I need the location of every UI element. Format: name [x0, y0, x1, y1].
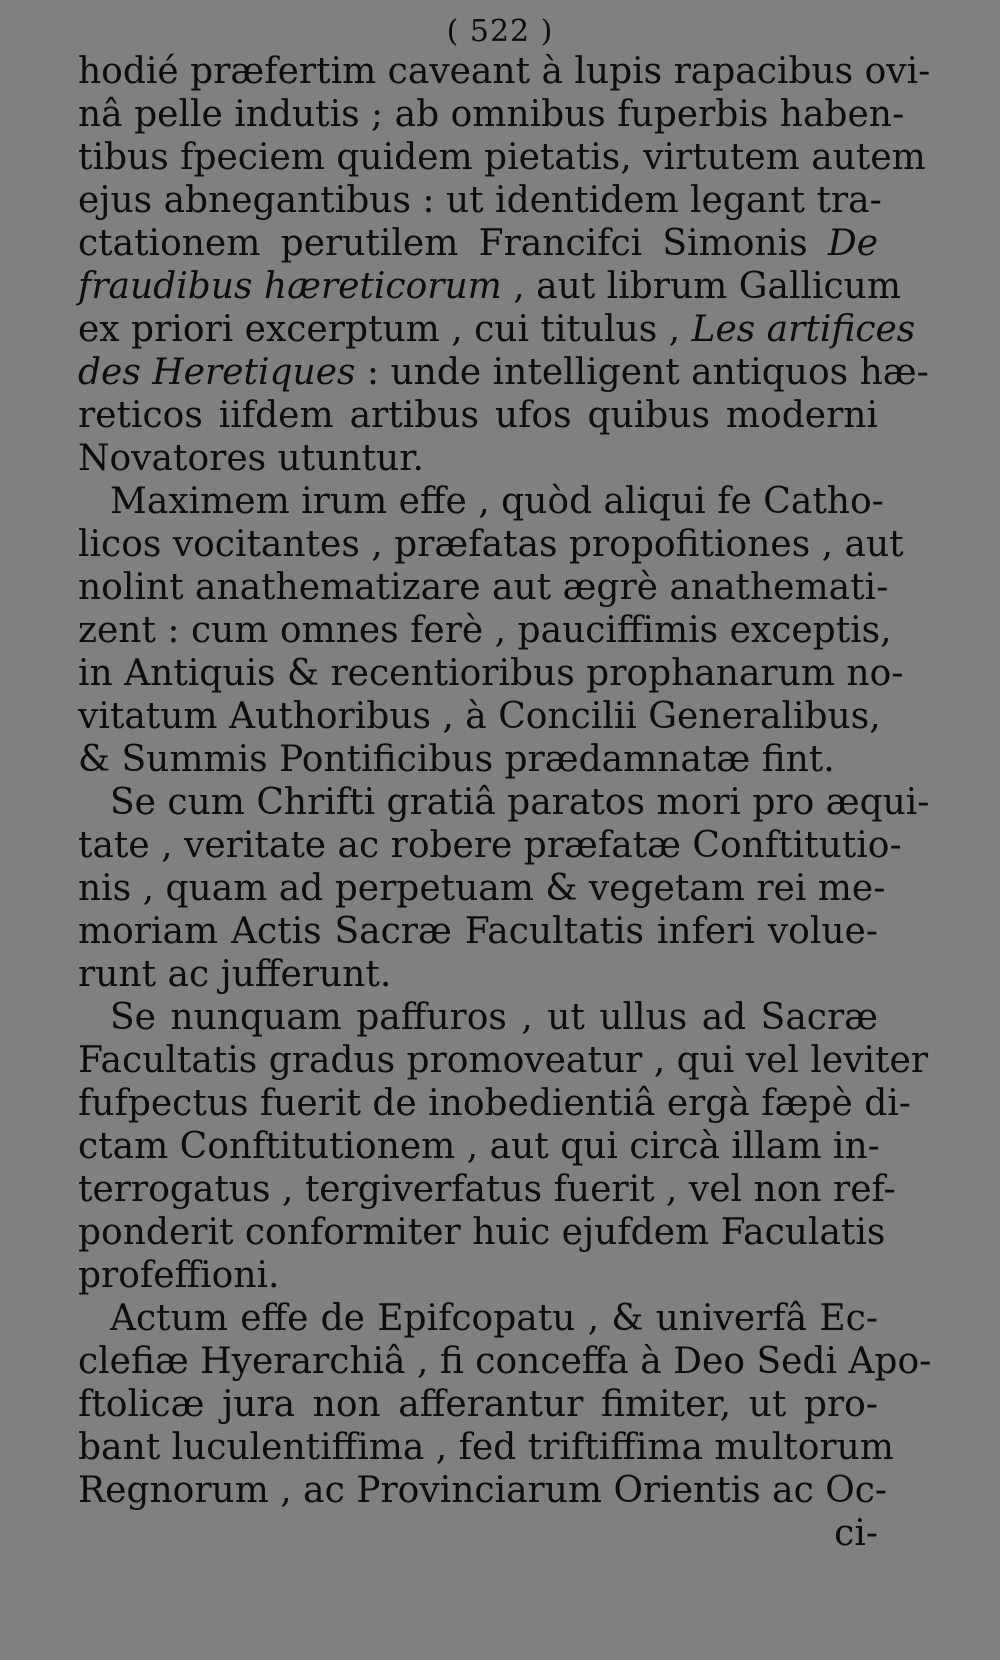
text-line [78, 953, 878, 996]
italic-text: Les artifices [691, 309, 916, 350]
line-text: moriam Actis Sacræ Facultatis inferi volue- [78, 911, 878, 952]
line-text: Se cum Chrifti gratiâ paratos mori pro æqui- [110, 782, 930, 823]
line-text: zent : cum omnes ferè , pauciffimis exceptis, [78, 610, 892, 651]
line-text: Actum effe de Epifcopatu , & univerfâ Ec- [110, 1298, 878, 1339]
line-text: Se nunquam paffuros , ut ullus ad Sacræ [110, 997, 878, 1038]
line-text: nâ pelle indutis ; ab omnibus fuperbis haben- [78, 94, 905, 135]
text-line [78, 222, 878, 265]
text-line [78, 781, 930, 824]
text-line [78, 910, 878, 953]
line-text: hodié præfertim caveant à lupis rapacibus ovi- [78, 51, 931, 92]
line-text: nis , quam ad perpetuam & vegetam rei me- [78, 868, 886, 909]
text-line [78, 308, 916, 351]
text-line [78, 1125, 878, 1168]
text-line [78, 1426, 894, 1469]
text-line [78, 1254, 878, 1297]
text-line [78, 136, 926, 179]
line-text: vitatum Authoribus , à Concilii Generalibus, [78, 696, 881, 737]
text-line [78, 1082, 911, 1125]
line-text: licos vocitantes , præfatas propofitiones , aut [78, 524, 904, 565]
line-text: terrogatus , tergiverfatus fuerit , vel non ref- [78, 1169, 896, 1210]
italic-text: fraudibus hæreticorum [78, 266, 502, 307]
line-text: profeffioni. [78, 1255, 280, 1296]
text-line [78, 996, 878, 1039]
text-line [78, 652, 904, 695]
line-text: Novatores utuntur. [78, 438, 424, 479]
line-text: , aut librum Gallicum [501, 266, 901, 307]
line-text: nolint anathematizare aut ægrè anathemati- [78, 567, 889, 608]
line-text: ejus abnegantibus : ut identidem legant tra- [78, 180, 882, 221]
text-line [78, 1039, 929, 1082]
catchword: ci- [834, 1513, 878, 1554]
line-text: ex priori excerptum , cui titulus , [78, 309, 692, 350]
text-line [78, 50, 931, 93]
text-line [78, 738, 878, 781]
line-text: ponderit conformiter huic ejufdem Faculatis [78, 1212, 886, 1253]
text-line [78, 867, 886, 910]
line-text: runt ac jufferunt. [78, 954, 392, 995]
line-text: ctationem perutilem Francifci Simonis [78, 223, 828, 264]
text-line [78, 1469, 888, 1512]
text-line [78, 1211, 886, 1254]
text-line [78, 394, 878, 437]
text-line [78, 351, 929, 394]
italic-text: des Heretiques [78, 352, 356, 393]
line-text: ctam Conftitutionem , aut qui circà illam in- [78, 1126, 880, 1167]
text-line [78, 437, 878, 480]
body-text [78, 50, 932, 1555]
text-line [78, 1168, 896, 1211]
page-number: ( 522 ) [446, 14, 554, 49]
text-line [78, 179, 882, 222]
line-text: tibus fpeciem quidem pietatis, virtutem autem [78, 137, 926, 178]
italic-text: De [827, 223, 878, 264]
line-text: Facultatis gradus promoveatur , qui vel leviter [78, 1040, 929, 1081]
line-text: & Summis Pontificibus prædamnatæ fint. [78, 739, 835, 780]
line-text: ftolicæ jura non afferantur fimiter, ut pro- [78, 1384, 878, 1425]
text-line [78, 609, 892, 652]
line-text: Regnorum , ac Provinciarum Orientis ac Oc- [78, 1470, 888, 1511]
line-text: : unde intelligent antiquos hæ- [355, 352, 929, 393]
text-line [78, 695, 881, 738]
line-text: tate , veritate ac robere præfatæ Conftitutio- [78, 825, 902, 866]
line-text: clefiæ Hyerarchiâ , fi conceffa à Deo Sedi Apo- [78, 1341, 932, 1382]
text-line [78, 93, 905, 136]
text-line [78, 1297, 878, 1340]
line-text: in Antiquis & recentioribus prophanarum no- [78, 653, 904, 694]
line-text: Maximem irum effe , quòd aliqui fe Catho- [110, 481, 884, 522]
line-text: fufpectus fuerit de inobedientiâ ergà fæpè di- [78, 1083, 911, 1124]
text-line [78, 523, 904, 566]
text-line [78, 265, 901, 308]
text-line [78, 1340, 932, 1383]
text-line [78, 480, 884, 523]
text-line [78, 1383, 878, 1426]
line-text: reticos iifdem artibus ufos quibus moderni [78, 395, 878, 436]
text-line [78, 566, 889, 609]
line-text: bant luculentiffima , fed triftiffima multorum [78, 1427, 894, 1468]
text-line [78, 824, 902, 867]
